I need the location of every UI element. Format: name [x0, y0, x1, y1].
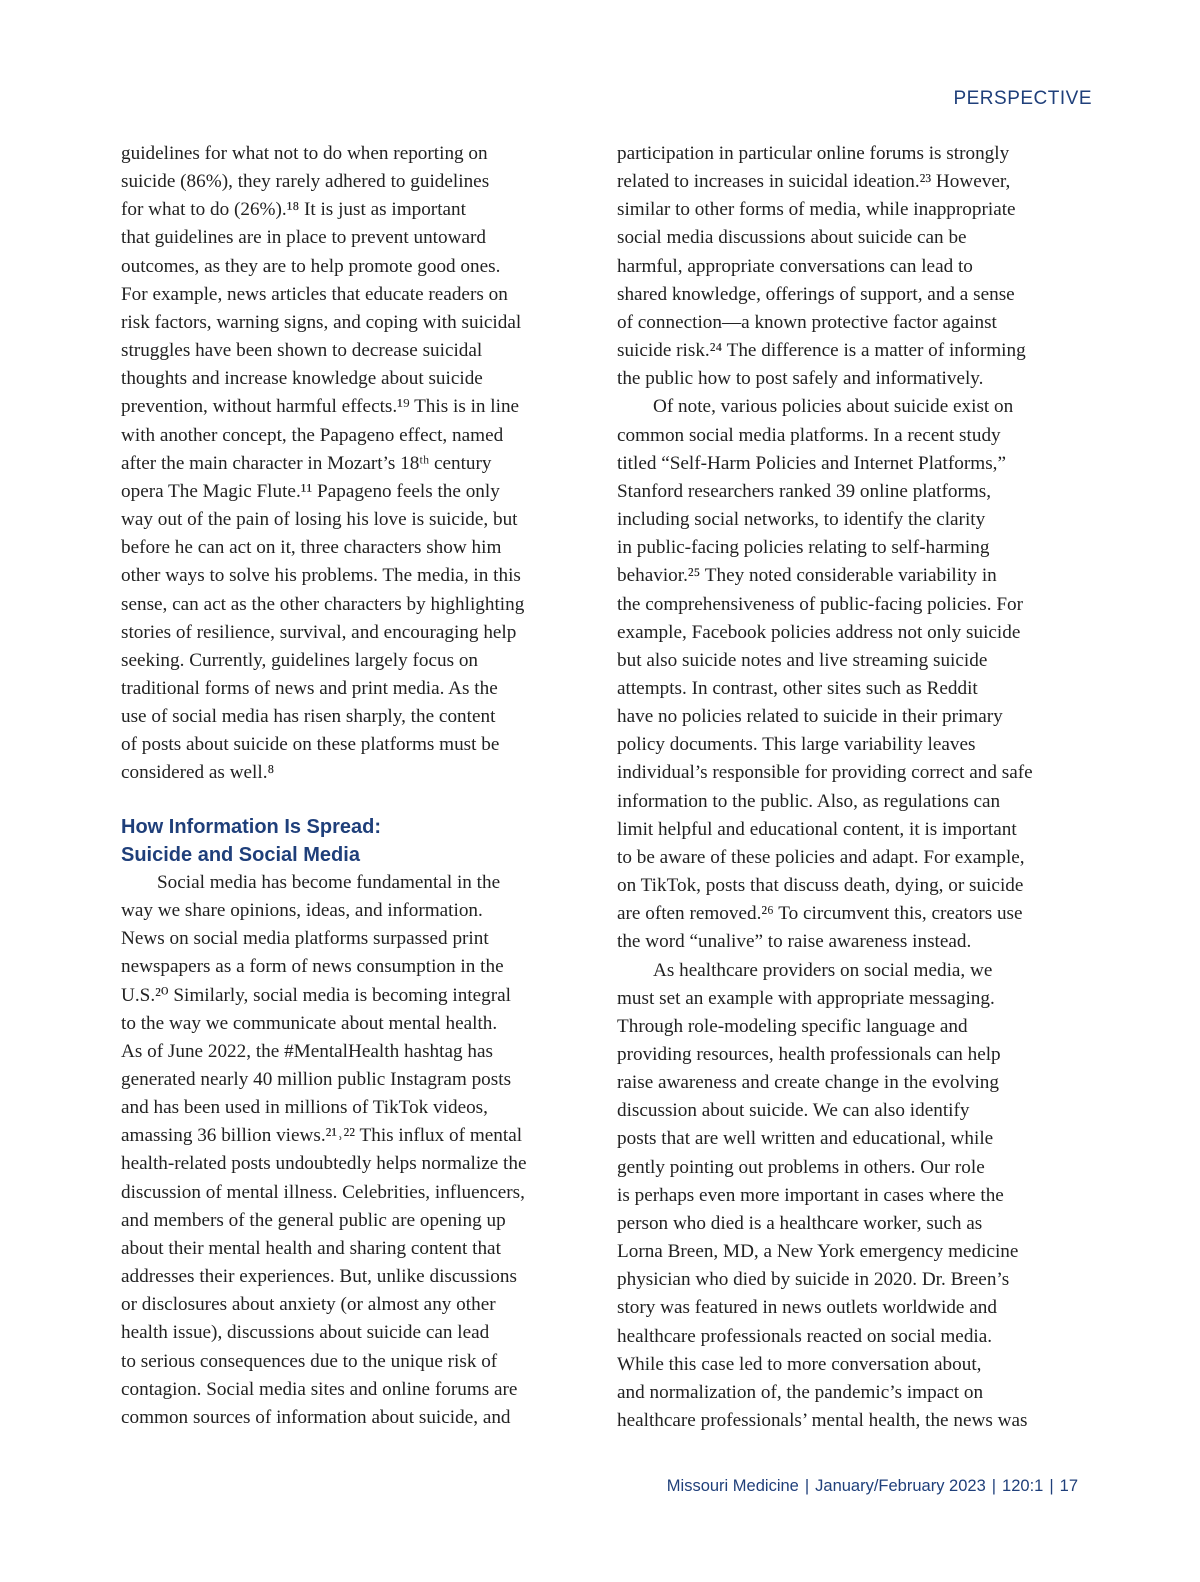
- text-line: U.S.²⁰ Similarly, social media is becoming integral: [121, 984, 512, 1006]
- text-line: guidelines for what not to do when reporting on: [121, 143, 488, 164]
- text-line: stories of resilience, survival, and encouraging help: [121, 621, 517, 643]
- text-line: and normalization of, the pandemic’s impact on: [617, 1381, 984, 1403]
- text-line: newspapers as a form of news consumption in the: [121, 956, 504, 978]
- text-line: use of social media has risen sharply, the content: [121, 706, 496, 728]
- text-line: attempts. In contrast, other sites such as Reddit: [617, 677, 978, 699]
- text-line: limit helpful and educational content, it is important: [617, 818, 1017, 840]
- text-line: on TikTok, posts that discuss death, dying, or suicide: [617, 875, 1024, 897]
- volume-issue: 120:1: [1002, 1477, 1044, 1495]
- text-line: harmful, appropriate conversations can lead to: [617, 255, 973, 277]
- text-line: posts that are well written and educational, while: [617, 1128, 994, 1150]
- text-line: including social networks, to identify the clarity: [617, 509, 986, 531]
- text-line: and members of the general public are opening up: [121, 1209, 506, 1231]
- text-line: of connection—a known protective factor against: [617, 311, 997, 333]
- footer-separator: |: [1049, 1477, 1054, 1495]
- text-line: As healthcare providers on social media, we: [653, 959, 993, 981]
- text-line: information to the public. Also, as regulations can: [617, 790, 1001, 812]
- text-line: participation in particular online forums is strongly: [617, 143, 1010, 164]
- text-line: suicide (86%), they rarely adhered to guidelines: [121, 171, 490, 193]
- text-line: titled “Self-Harm Policies and Internet Platforms,”: [617, 452, 1006, 474]
- section-label: PERSPECTIVE: [953, 88, 1092, 109]
- text-line: For example, news articles that educate readers on: [121, 283, 508, 305]
- text-line: amassing 36 billion views.²¹˒²² This influx of mental: [121, 1125, 523, 1147]
- text-line: other ways to solve his problems. The media, in this: [121, 565, 521, 587]
- text-line: healthcare professionals’ mental health, the news was: [617, 1410, 1028, 1432]
- text-line: sense, can act as the other characters by highlighting: [121, 593, 525, 615]
- text-line: physician who died by suicide in 2020. Dr. Breen’s: [617, 1269, 1010, 1291]
- paragraph: [121, 869, 587, 1432]
- text-line: Social media has become fundamental in the: [157, 871, 501, 893]
- journal-name: Missouri Medicine: [666, 1477, 799, 1495]
- text-line: is perhaps even more important in cases where the: [617, 1184, 1004, 1206]
- text-line: but also suicide notes and live streaming suicide: [617, 649, 988, 671]
- text-line: gently pointing out problems in others. Our role: [617, 1156, 985, 1178]
- page-number: 17: [1059, 1477, 1078, 1495]
- section-heading-line-1: How Information Is Spread:: [121, 815, 382, 838]
- text-line: providing resources, health professionals can help: [617, 1044, 1001, 1065]
- text-line: healthcare professionals reacted on social media.: [617, 1325, 993, 1347]
- text-line: for what to do (26%).¹⁸ It is just as important: [121, 199, 466, 221]
- text-line: struggles have been shown to decrease suicidal: [121, 340, 483, 362]
- footer-separator: |: [991, 1477, 997, 1495]
- text-line: suicide risk.²⁴ The difference is a matter of informing: [617, 340, 1026, 362]
- text-line: risk factors, warning signs, and coping with suicidal: [121, 311, 522, 333]
- text-line: about their mental health and sharing content that: [121, 1237, 501, 1259]
- text-line: considered as well.⁸: [121, 762, 275, 784]
- text-line: prevention, without harmful effects.¹⁹ This is in line: [121, 396, 520, 418]
- page-footer: [667, 1477, 1078, 1496]
- text-line: with another concept, the Papageno effect, named: [121, 424, 504, 446]
- text-line: raise awareness and create change in the evolving: [617, 1072, 999, 1094]
- text-line: traditional forms of news and print media. As the: [121, 677, 498, 699]
- text-line: News on social media platforms surpassed print: [121, 928, 489, 950]
- footer-separator: |: [804, 1477, 810, 1495]
- text-line: story was featured in news outlets worldwide and: [617, 1297, 997, 1319]
- text-line: way out of the pain of losing his love is suicide, but: [121, 509, 518, 531]
- text-line: common social media platforms. In a recent study: [617, 424, 1001, 446]
- text-line: related to increases in suicidal ideation.²³ However,: [617, 171, 1011, 193]
- text-line: to be aware of these policies and adapt. For example,: [617, 846, 1025, 868]
- text-line: are often removed.²⁶ To circumvent this, creators use: [617, 903, 1023, 925]
- text-line: before he can act on it, three characters show him: [121, 537, 502, 559]
- text-line: example, Facebook policies address not only suicide: [617, 621, 1021, 643]
- text-line: addresses their experiences. But, unlike discussions: [121, 1266, 517, 1288]
- text-line: As of June 2022, the #MentalHealth hashtag has: [121, 1040, 493, 1062]
- text-line: to the way we communicate about mental health.: [121, 1012, 498, 1034]
- text-line: outcomes, as they are to help promote good ones.: [121, 255, 501, 277]
- text-line: the public how to post safely and informatively.: [617, 368, 984, 390]
- text-line: the comprehensiveness of public-facing policies. For: [617, 593, 1024, 615]
- text-line: discussion about suicide. We can also identify: [617, 1100, 970, 1122]
- text-line: policy documents. This large variability leaves: [617, 734, 976, 756]
- text-line: Lorna Breen, MD, a New York emergency medicine: [617, 1241, 1019, 1263]
- text-line: contagion. Social media sites and online forums are: [121, 1378, 518, 1400]
- text-line: that guidelines are in place to prevent untoward: [121, 227, 486, 249]
- text-line: person who died is a healthcare worker, such as: [617, 1212, 983, 1234]
- text-line: opera The Magic Flute.¹¹ Papageno feels the only: [121, 480, 500, 502]
- text-line: individual’s responsible for providing correct and safe: [617, 762, 1033, 784]
- issue-date: January/February 2023: [815, 1477, 986, 1495]
- text-line: health-related posts undoubtedly helps normalize the: [121, 1153, 527, 1175]
- text-line: common sources of information about suicide, and: [121, 1406, 511, 1428]
- text-line: have no policies related to suicide in their primary: [617, 706, 1003, 728]
- left-column: [121, 140, 587, 1432]
- text-line: discussion of mental illness. Celebrities, influencers,: [121, 1181, 525, 1203]
- text-line: must set an example with appropriate messaging.: [617, 987, 995, 1009]
- text-line: similar to other forms of media, while inappropriate: [617, 199, 1016, 221]
- section-heading-line-2: Suicide and Social Media: [121, 843, 360, 866]
- text-line: health issue), discussions about suicide can lead: [121, 1322, 490, 1344]
- text-line: thoughts and increase knowledge about suicide: [121, 368, 483, 390]
- right-column: [617, 140, 1087, 1435]
- text-line: Through role-modeling specific language and: [617, 1015, 968, 1037]
- paragraph: [617, 393, 1087, 956]
- text-line: way we share opinions, ideas, and information.: [121, 900, 483, 922]
- text-line: social media discussions about suicide can be: [617, 227, 967, 249]
- text-line: or disclosures about anxiety (or almost any other: [121, 1294, 496, 1316]
- text-line: While this case led to more conversation about,: [617, 1353, 982, 1375]
- text-line: generated nearly 40 million public Instagram posts: [121, 1069, 512, 1090]
- text-line: shared knowledge, offerings of support, and a sense: [617, 283, 1015, 305]
- text-line: and has been used in millions of TikTok videos,: [121, 1097, 488, 1119]
- text-line: Stanford researchers ranked 39 online platforms,: [617, 480, 992, 502]
- text-line: the word “unalive” to raise awareness instead.: [617, 931, 972, 953]
- paragraph: [617, 957, 1087, 1436]
- text-line: after the main character in Mozart’s 18ᵗʰ century: [121, 452, 492, 474]
- text-line: of posts about suicide on these platforms must be: [121, 734, 500, 756]
- text-line: in public-facing policies relating to self-harming: [617, 537, 990, 559]
- text-line: behavior.²⁵ They noted considerable variability in: [617, 565, 997, 587]
- text-line: Of note, various policies about suicide exist on: [653, 396, 1014, 418]
- section-gap: [121, 788, 587, 813]
- paragraph: [617, 140, 1087, 393]
- text-line: seeking. Currently, guidelines largely focus on: [121, 649, 479, 671]
- paragraph: [121, 140, 587, 788]
- text-line: to serious consequences due to the unique risk of: [121, 1350, 498, 1372]
